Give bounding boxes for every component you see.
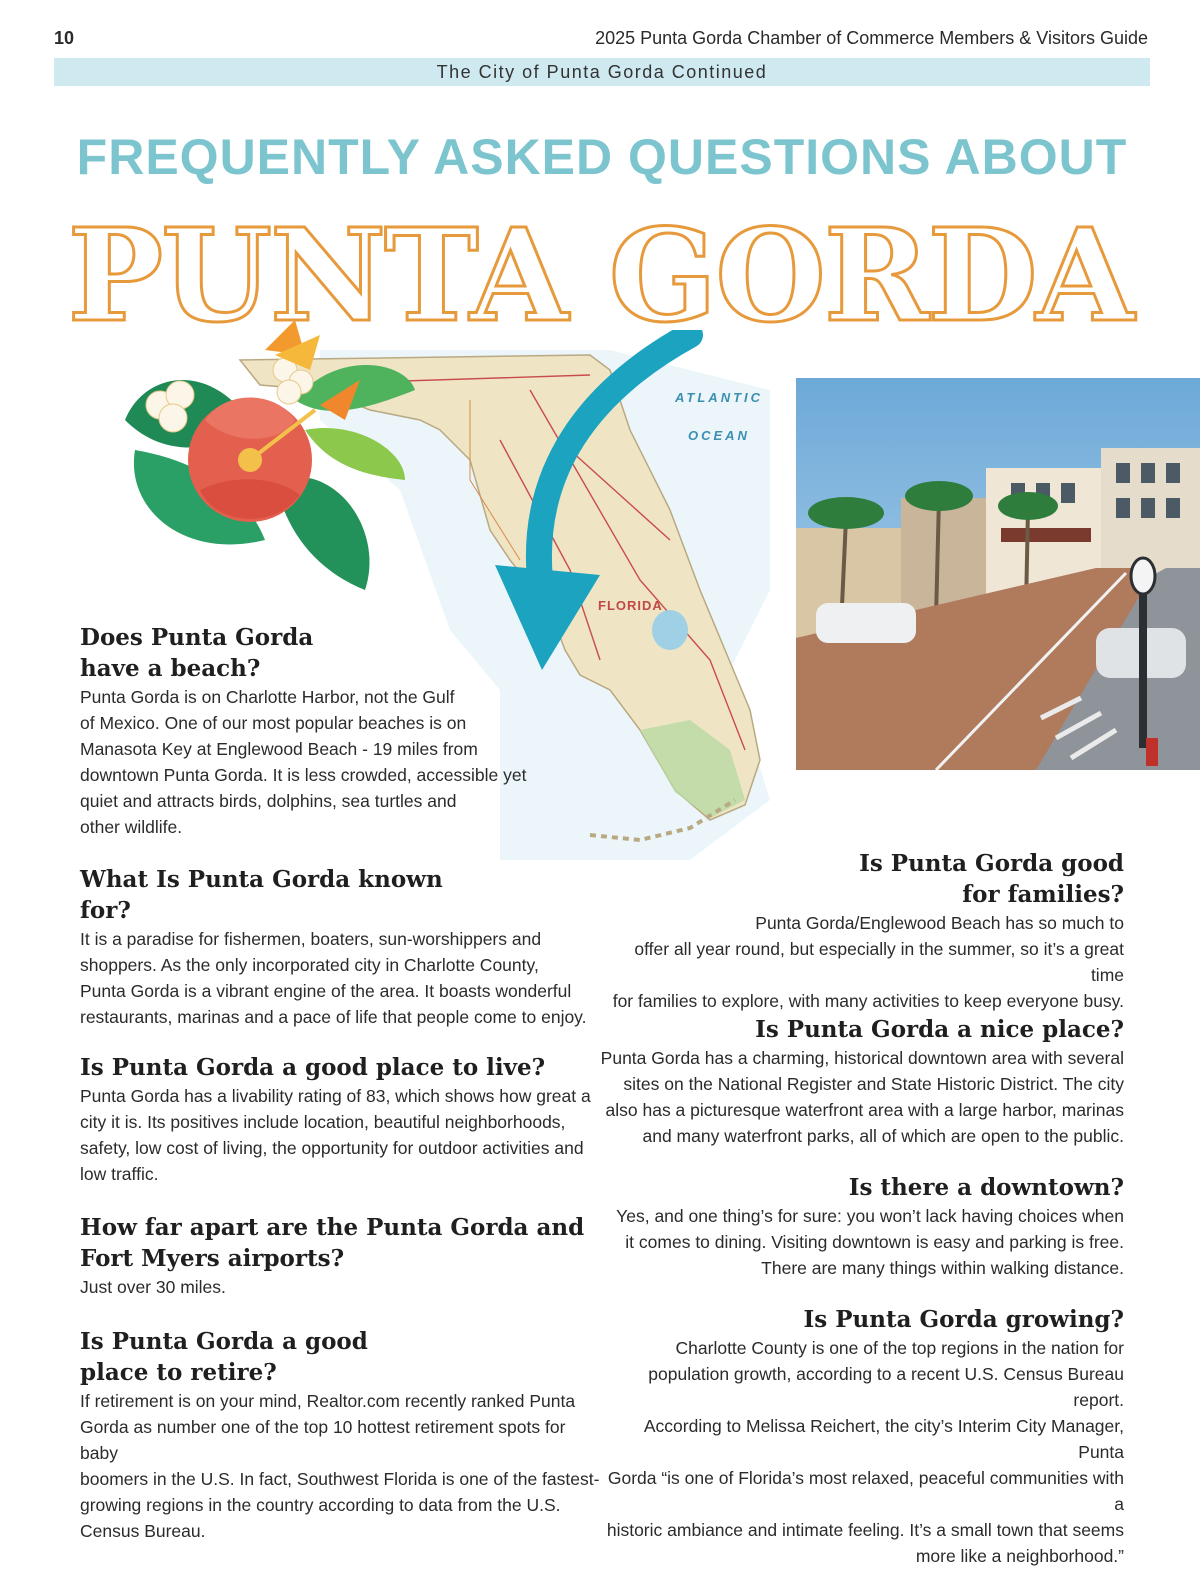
faq-heading: FREQUENTLY ASKED QUESTIONS ABOUT [76, 129, 1128, 185]
punta-gorda-title-text: PUNTA GORDA [67, 201, 1133, 334]
faq-retire [80, 1326, 605, 1544]
faq-nice-place [600, 1014, 1124, 1149]
faq-question: Is Punta Gorda good for families? [859, 850, 1124, 908]
map-ocean-label-1: ATLANTIC [675, 390, 764, 405]
faq-question: What Is Punta Gorda known for? [80, 866, 443, 924]
faq-answer: Yes, and one thing’s for sure: you won’t lack having choices when it comes to dining. Visiting downtown is easy and parking is free. There are many things within walking distance. [616, 1206, 1124, 1278]
faq-families [600, 848, 1124, 1014]
faq-answer: It is a paradise for fishermen, boaters, sun-worshippers and shoppers. As the only incorporated city in Charlotte County, Punta Gorda is a vibrant engine of the area. It boasts wonderful restaurants, marinas and a pace of life that people come to enjoy. [80, 929, 587, 1027]
faq-answer: If retirement is on your mind, Realtor.com recently ranked Punta Gorda as number one of the top 10 hottest retirement spots for baby boomers in the U.S. In fact, Southwest Florida is one of the fastest- growing regions in the country according to data from the U.S. Census Bureau. [80, 1391, 600, 1541]
faq-answer: Charlotte County is one of the top regions in the nation for population growth, according to a recent U.S. Census Bureau report. According to Melissa Reichert, the city’s Interim City Manager, Punta Gorda “is one of Florida’s most relaxed, peaceful communities with a historic ambiance and intimate feeling. It’s a small town that seems more like a neighborhood.” [606, 1338, 1124, 1566]
faq-question: Is Punta Gorda a good place to live? [80, 1054, 546, 1081]
faq-place-to-live [80, 1052, 600, 1187]
faq-answer: Punta Gorda has a charming, historical downtown area with several sites on the National Register and State Historic District. The city also has a picturesque waterfront area with a large harbor, marinas and many waterfront parks, all of which are open to the public. [600, 1048, 1124, 1146]
faq-beach [80, 622, 550, 840]
faq-answer: Punta Gorda has a livability rating of 83, which shows how great a city it is. Its positives include location, beautiful neighborhoods, safety, low cost of living, the opportunity for outdoor activities and low traffic. [80, 1086, 591, 1184]
faq-question: Is Punta Gorda growing? [803, 1306, 1124, 1333]
downtown-street-photo [796, 378, 1200, 770]
faq-question: Does Punta Gorda have a beach? [80, 624, 314, 682]
faq-downtown [600, 1172, 1124, 1281]
faq-answer: Just over 30 miles. [80, 1277, 226, 1297]
map-ocean-label-2: OCEAN [688, 428, 750, 443]
faq-question: Is Punta Gorda a nice place? [755, 1016, 1124, 1043]
faq-growing [600, 1304, 1124, 1569]
faq-question: Is there a downtown? [848, 1174, 1124, 1201]
faq-answer: Punta Gorda is on Charlotte Harbor, not the Gulf of Mexico. One of our most popular beaches is on Manasota Key at Englewood Beach - 19 miles from downtown Punta Gorda. It is less crowded, accessible yet quiet and attracts birds, dolphins, sea turtles and other wildlife. [80, 687, 527, 837]
map-state-label: FLORIDA [598, 598, 663, 613]
tropical-flowers-illustration [105, 310, 425, 610]
faq-question: Is Punta Gorda a good place to retire? [80, 1328, 368, 1386]
faq-question: How far apart are the Punta Gorda and Fort Myers airports? [80, 1214, 585, 1272]
faq-airports [80, 1212, 600, 1300]
guide-title: 2025 Punta Gorda Chamber of Commerce Members & Visitors Guide [595, 28, 1148, 48]
page-number: 10 [54, 28, 75, 48]
faq-known-for [80, 864, 600, 1030]
faq-answer: Punta Gorda/Englewood Beach has so much to offer all year round, but especially in the summer, so it’s a great time for families to explore, with many activities to keep everyone busy. [612, 913, 1124, 1011]
section-bar: The City of Punta Gorda Continued [54, 58, 1150, 86]
